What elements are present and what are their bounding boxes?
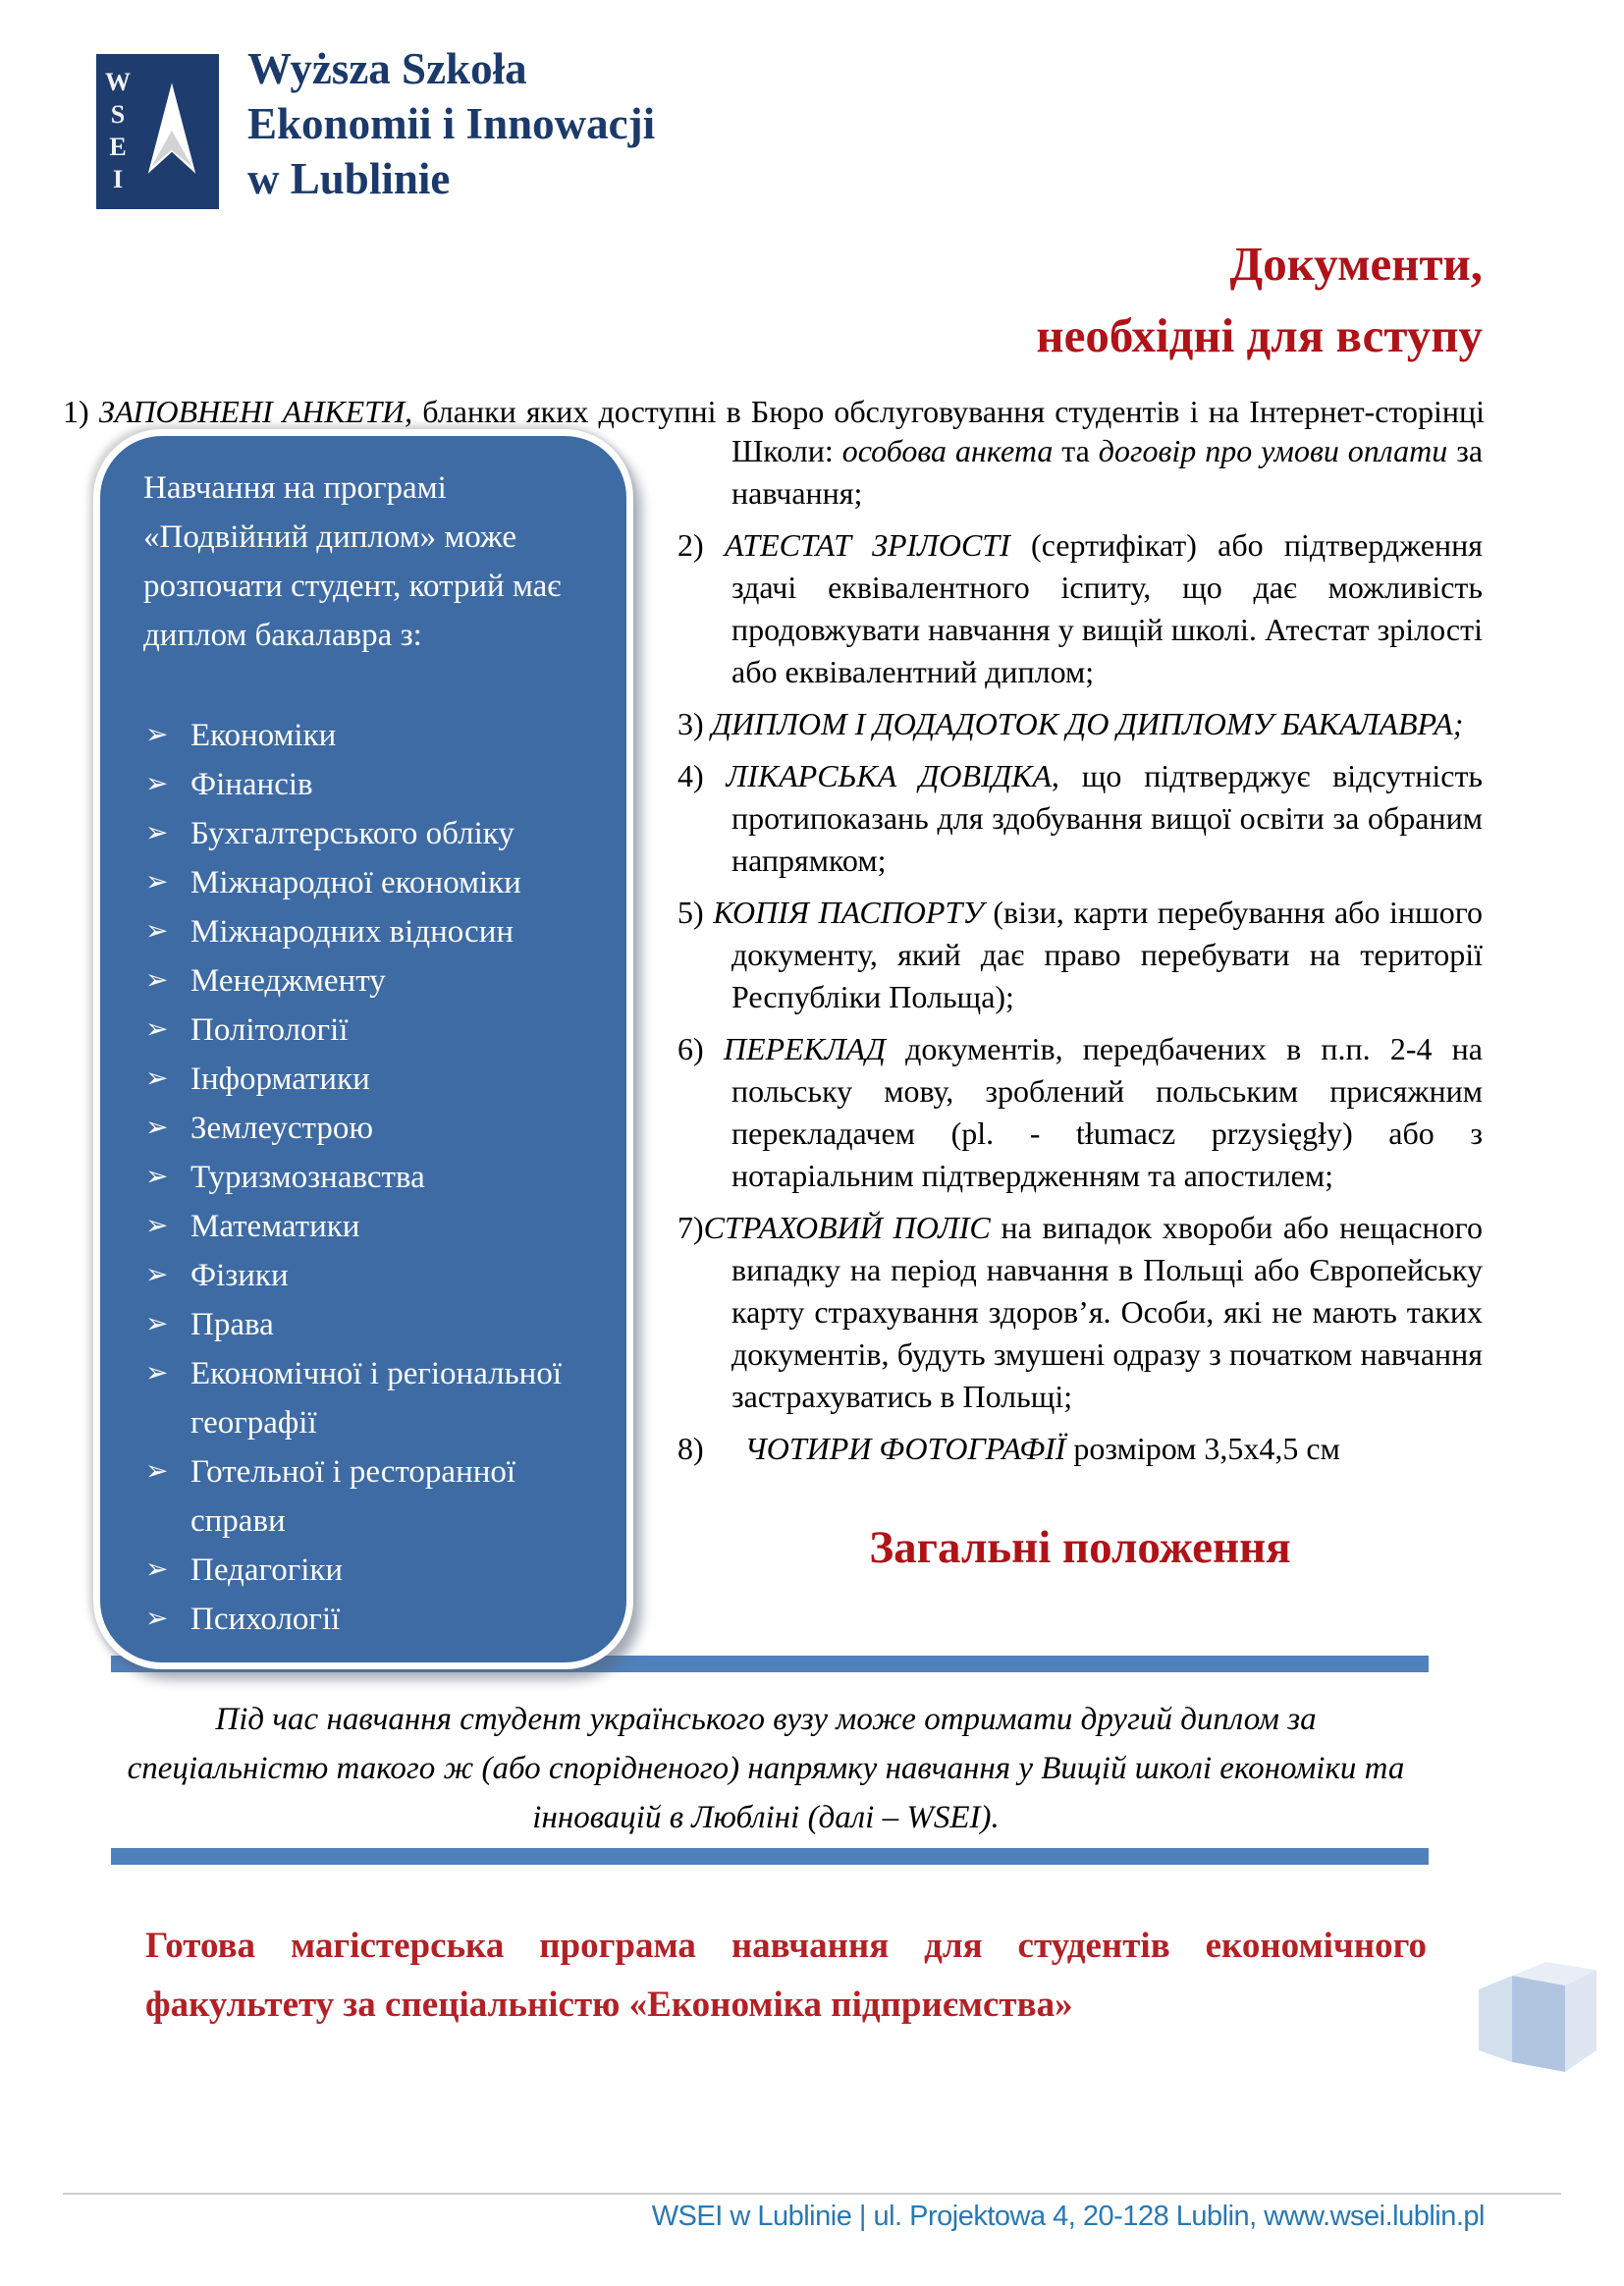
list-item (143, 1202, 593, 1251)
item-text: , що підтверджує відсутність протипоказань для здобування вищої освіти за обраним напрямком; (731, 758, 1484, 878)
list-item (143, 1349, 593, 1447)
page-title-line1: Документи, (1229, 237, 1483, 291)
item-text: за навчання; (731, 433, 1484, 511)
university-name-line3: w Lublinie (247, 154, 451, 203)
item-title-italic: ДИПЛОМ І ДОДАДОТОК ДО ДИПЛОМУ БАКАЛАВРА; (711, 706, 1464, 741)
university-name-line2: Ekonomii i Innowacji (247, 99, 656, 148)
arrow-bullet-icon: ➢ (145, 916, 169, 947)
item-number: 6) (677, 1031, 724, 1066)
program-box-intro: Навчання на програмі «Подвійний диплом» може розпочати студент, котрий має диплом бакалавра з: (143, 470, 562, 653)
list-item (143, 1104, 593, 1153)
item-text: документів, передбачених в п.п. 2-4 на польську мову, зроблений польським присяжним перекладачем (pl. - tłumacz przysięgły) або з нотаріальним підтвердженням та апостилем; (731, 1031, 1483, 1193)
footer-text: WSEI w Lublinie | ul. Projektowa 4, 20-128 Lublin, www.wsei.lublin.pl (651, 2201, 1485, 2232)
arrow-bullet-icon: ➢ (145, 1260, 169, 1290)
list-item (143, 760, 593, 809)
arrow-bullet-icon: ➢ (145, 1162, 169, 1192)
list-item-label: Політології (190, 1012, 349, 1048)
arrow-bullet-icon: ➢ (145, 769, 169, 799)
page-title-line2: необхідні для вступу (1036, 308, 1483, 362)
item-number: 4) (677, 758, 727, 793)
list-item (143, 1595, 593, 1644)
university-name-line1: Wyższa Szkoła (247, 44, 527, 93)
list-item-label: Психології (190, 1602, 341, 1637)
list-item-label: Міжнародної економіки (190, 865, 521, 900)
item-number: 5) (677, 895, 714, 930)
arrow-bullet-icon: ➢ (145, 1554, 169, 1585)
arrow-bullet-icon: ➢ (145, 1309, 169, 1339)
second-diploma-note: Під час навчання студент українського вузу може отримати другий диплом за спеціальністю такого ж (або спорідненого) напрямку навчання у Вищій школі економіки та інновацій в Любліні (далі – WSEI). (127, 1702, 1405, 1835)
logo-letter-s: S (110, 100, 126, 129)
list-item (143, 956, 593, 1006)
logo-letter-i: I (112, 165, 124, 193)
item-text: (візи, карти перебування або іншого документу, який дає право перебувати на території Республіки Польща); (731, 895, 1484, 1014)
master-program-note: Готова магістерська програма навчання для студентів економічного факультету за спеціальністю «Економіка підприємства» (145, 1926, 1427, 2025)
arrow-bullet-icon: ➢ (145, 1211, 169, 1241)
item-text: розміром 3,5х4,5 см (1065, 1431, 1340, 1466)
list-item-label: Менеджменту (190, 963, 386, 999)
list-item-label: Економічної і регіональної географії (190, 1356, 562, 1441)
item-title-italic: ЧОТИРИ ФОТОГРАФІЇ (744, 1431, 1066, 1466)
list-item-label: Бухгалтерського обліку (190, 816, 514, 851)
logo-letter-w: W (105, 68, 131, 96)
university-name (247, 41, 935, 206)
admission-item-4 (677, 755, 1483, 882)
item-text: та (1053, 433, 1099, 468)
item-title-italic: КОПІЯ ПАСПОРТУ (713, 895, 984, 930)
list-item (143, 858, 593, 907)
double-diploma-box (93, 429, 633, 1669)
admission-item-1-continuation (677, 430, 1483, 515)
item-number: 2) (677, 527, 725, 563)
list-item (143, 1546, 593, 1595)
list-item-label: Економіки (190, 718, 337, 753)
list-item (143, 711, 593, 760)
arrow-bullet-icon: ➢ (145, 1456, 169, 1487)
list-item-label: Фізики (190, 1258, 289, 1293)
admission-item-6 (677, 1028, 1483, 1197)
list-item-label: Математики (190, 1209, 360, 1244)
list-item-label: Педагогіки (190, 1552, 344, 1588)
arrow-bullet-icon: ➢ (145, 867, 169, 898)
list-item (143, 1447, 593, 1546)
arrow-bullet-icon: ➢ (145, 1113, 169, 1143)
decoration-3d-box-icon (1471, 1952, 1603, 2095)
document-list (677, 430, 1483, 1480)
university-logo (96, 54, 219, 209)
admission-item-3 (677, 703, 1483, 745)
general-provisions-heading: Загальні положення (869, 1522, 1291, 1573)
compass-arrow-icon (139, 74, 204, 191)
admission-item-7 (677, 1207, 1483, 1418)
logo-letter-e: E (109, 133, 127, 161)
arrow-bullet-icon: ➢ (145, 1063, 169, 1094)
arrow-bullet-icon: ➢ (145, 1358, 169, 1388)
admission-item-5 (677, 892, 1483, 1018)
divider-bar-bottom (111, 1848, 1429, 1865)
list-item (143, 1153, 593, 1202)
admission-item-8 (677, 1428, 1483, 1470)
list-item (143, 1055, 593, 1104)
item-title-italic: ЗАПОВНЕНІ АНКЕТИ, (98, 394, 413, 429)
arrow-bullet-icon: ➢ (145, 818, 169, 848)
item-title-italic: ЛІКАРСЬКА ДОВІДКА (726, 758, 1052, 793)
item-text-italic: договір про умови оплати (1098, 433, 1448, 468)
item-number: 3) (677, 706, 712, 741)
list-item-label: Фінансів (190, 767, 313, 802)
list-item-label: Інформатики (190, 1061, 370, 1097)
list-item (143, 1300, 593, 1349)
logo-acronym (102, 66, 134, 195)
item-title-italic: ПЕРЕКЛАД (723, 1031, 886, 1066)
item-text: на випадок хвороби або нещасного випадку на період навчання в Польщі або Європейську карту страхування здоров’я. Особи, які не мають таких документів, будуть змушені одразу з початком навчання застрахуватись в Польщі; (731, 1210, 1484, 1414)
program-list (143, 711, 593, 1644)
item-number: 1) (63, 394, 99, 429)
footer-rule (63, 2193, 1561, 2195)
list-item-label: Землеустрою (190, 1111, 373, 1146)
list-item (143, 809, 593, 858)
item-number: 8) (677, 1431, 704, 1466)
admission-item-1 (63, 390, 1485, 433)
item-number: 7) (677, 1210, 704, 1245)
list-item (143, 1006, 593, 1055)
item-text: Школи: (731, 433, 842, 468)
item-title-italic: АТЕСТАТ ЗРІЛОСТІ (724, 527, 1010, 563)
arrow-bullet-icon: ➢ (145, 1014, 169, 1045)
admission-item-2 (677, 524, 1483, 693)
list-item-label: Туризмознавства (190, 1160, 425, 1195)
item-text: бланки яких доступні в Бюро обслуговування студентів і на Інтернет-сторінці (412, 394, 1486, 429)
list-item-label: Міжнародних відносин (190, 914, 514, 950)
arrow-bullet-icon: ➢ (145, 965, 169, 996)
arrow-bullet-icon: ➢ (145, 720, 169, 750)
item-title-italic: СТРАХОВИЙ ПОЛІС (703, 1210, 991, 1245)
page-title (501, 228, 1483, 371)
arrow-bullet-icon: ➢ (145, 1604, 169, 1634)
list-item-label: Права (190, 1307, 274, 1342)
item-text: (сертифікат) або підтвердження здачі еквівалентного іспиту, що дає можливість продовжувати навчання у вищій школі. Атестат зрілості або еквівалентний диплом; (731, 527, 1484, 689)
list-item-label: Готельної і ресторанної справи (190, 1454, 516, 1539)
item-text-italic: особова анкета (841, 433, 1054, 468)
list-item (143, 907, 593, 956)
list-item (143, 1251, 593, 1300)
